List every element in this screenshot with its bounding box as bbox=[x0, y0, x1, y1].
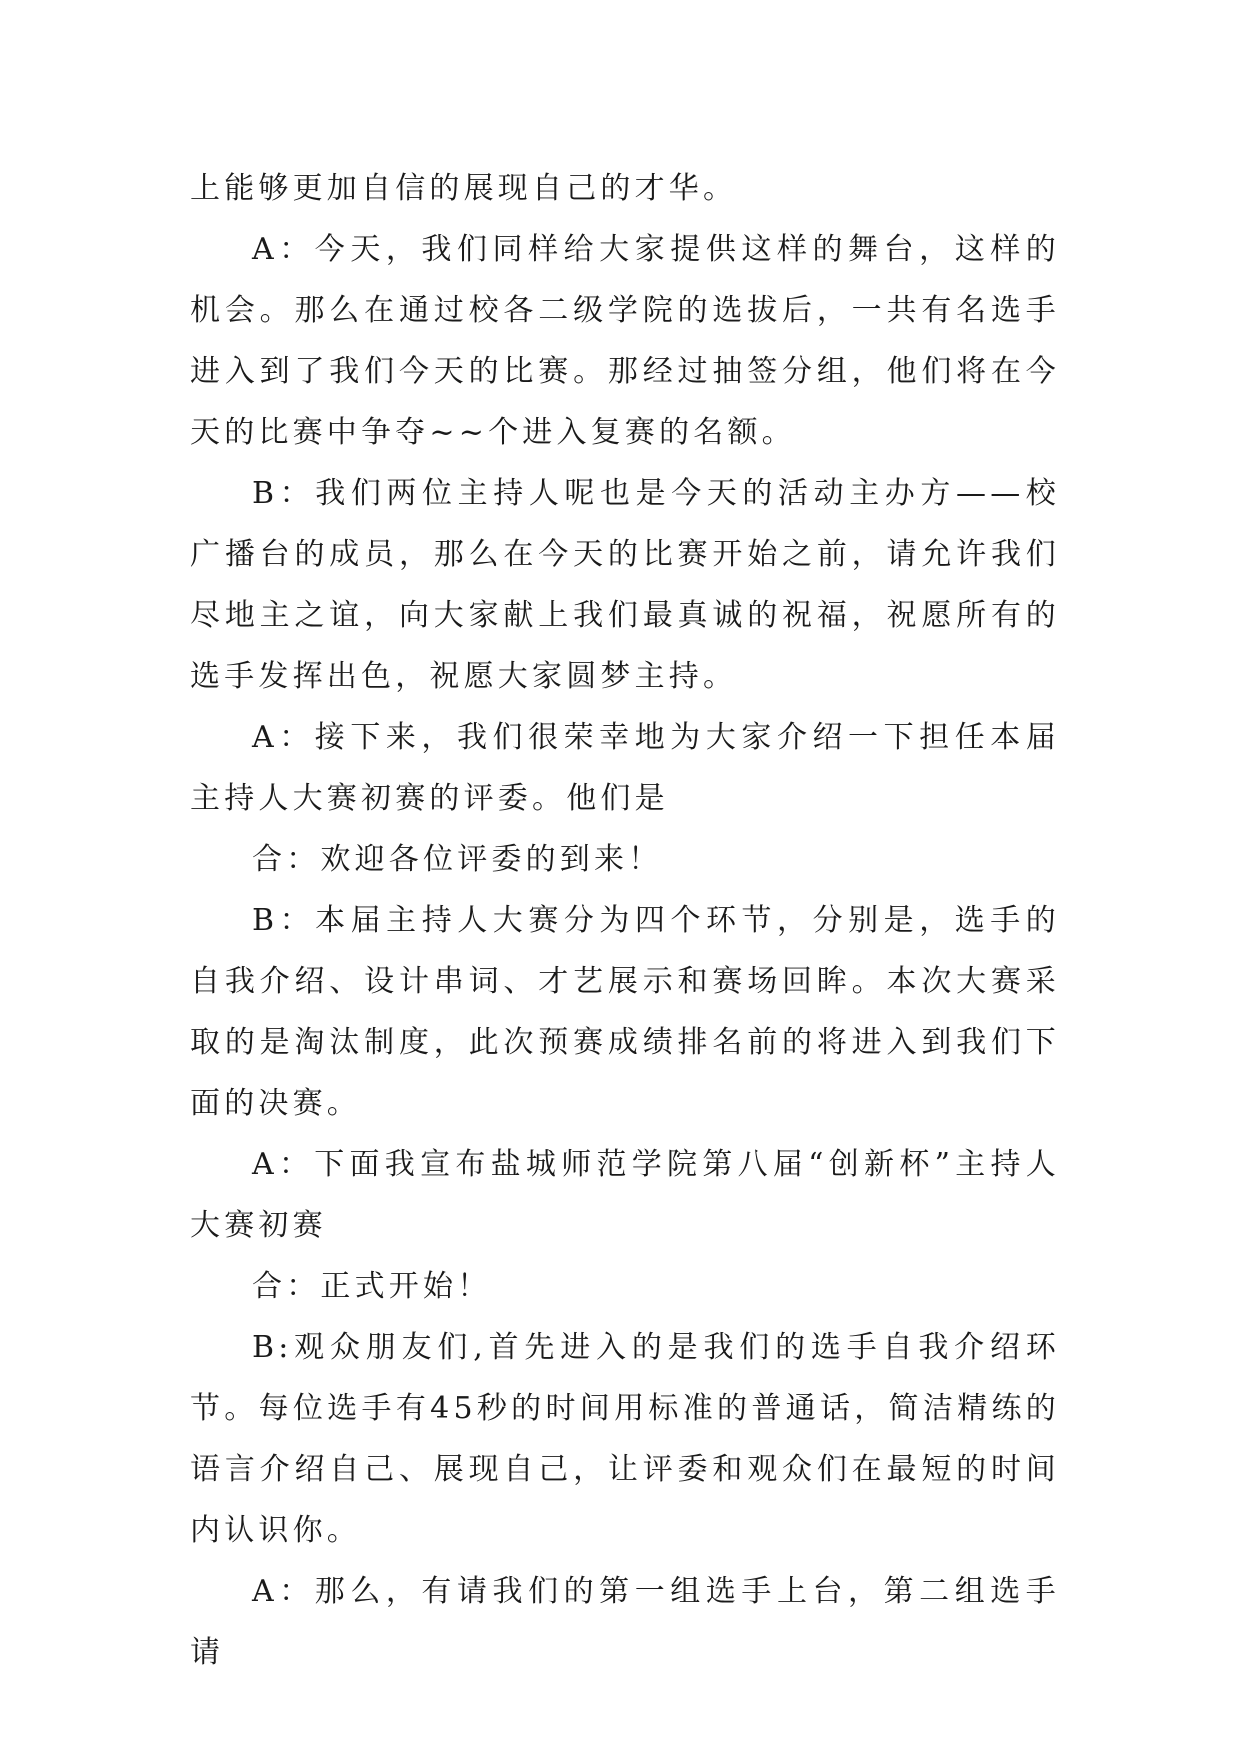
paragraph-9: B:观众朋友们,首先进入的是我们的选手自我介绍环节。每位选手有45秒的时间用标准的普通话，简洁精练的语言介绍自己、展现自己，让评委和观众们在最短的时间内认识你。 bbox=[190, 1330, 1060, 1548]
paragraph-7: A：下面我宣布盐城师范学院第八届“创新杯”主持人大赛初赛 bbox=[190, 1147, 1060, 1243]
paragraph-2: A：今天，我们同样给大家提供这样的舞台，这样的机会。那么在通过校各二级学院的选拔后，一共有名选手进入到了我们今天的比赛。那经过抽签分组，他们将在今天的比赛中争夺~~个进入复赛的名额。 bbox=[190, 232, 1060, 450]
paragraph-6: B：本届主持人大赛分为四个环节，分别是，选手的自我介绍、设计串词、才艺展示和赛场回眸。本次大赛采取的是淘汰制度，此次预赛成绩排名前的将进入到我们下面的决赛。 bbox=[190, 903, 1060, 1121]
paragraph-5: 合：欢迎各位评委的到来！ bbox=[252, 842, 663, 877]
paragraph-1: 上能够更加自信的展现自己的才华。 bbox=[190, 171, 738, 206]
paragraph-4: A：接下来，我们很荣幸地为大家介绍一下担任本届主持人大赛初赛的评委。他们是 bbox=[190, 720, 1060, 816]
document-body bbox=[190, 158, 1060, 1683]
paragraph-3: B：我们两位主持人呢也是今天的活动主办方——校广播台的成员，那么在今天的比赛开始之前，请允许我们尽地主之谊，向大家献上我们最真诚的祝福，祝愿所有的选手发挥出色，祝愿大家圆梦主持。 bbox=[190, 476, 1060, 694]
paragraph-10: A：那么，有请我们的第一组选手上台，第二组选手请 bbox=[190, 1574, 1060, 1670]
paragraph-8: 合：正式开始！ bbox=[252, 1269, 492, 1304]
